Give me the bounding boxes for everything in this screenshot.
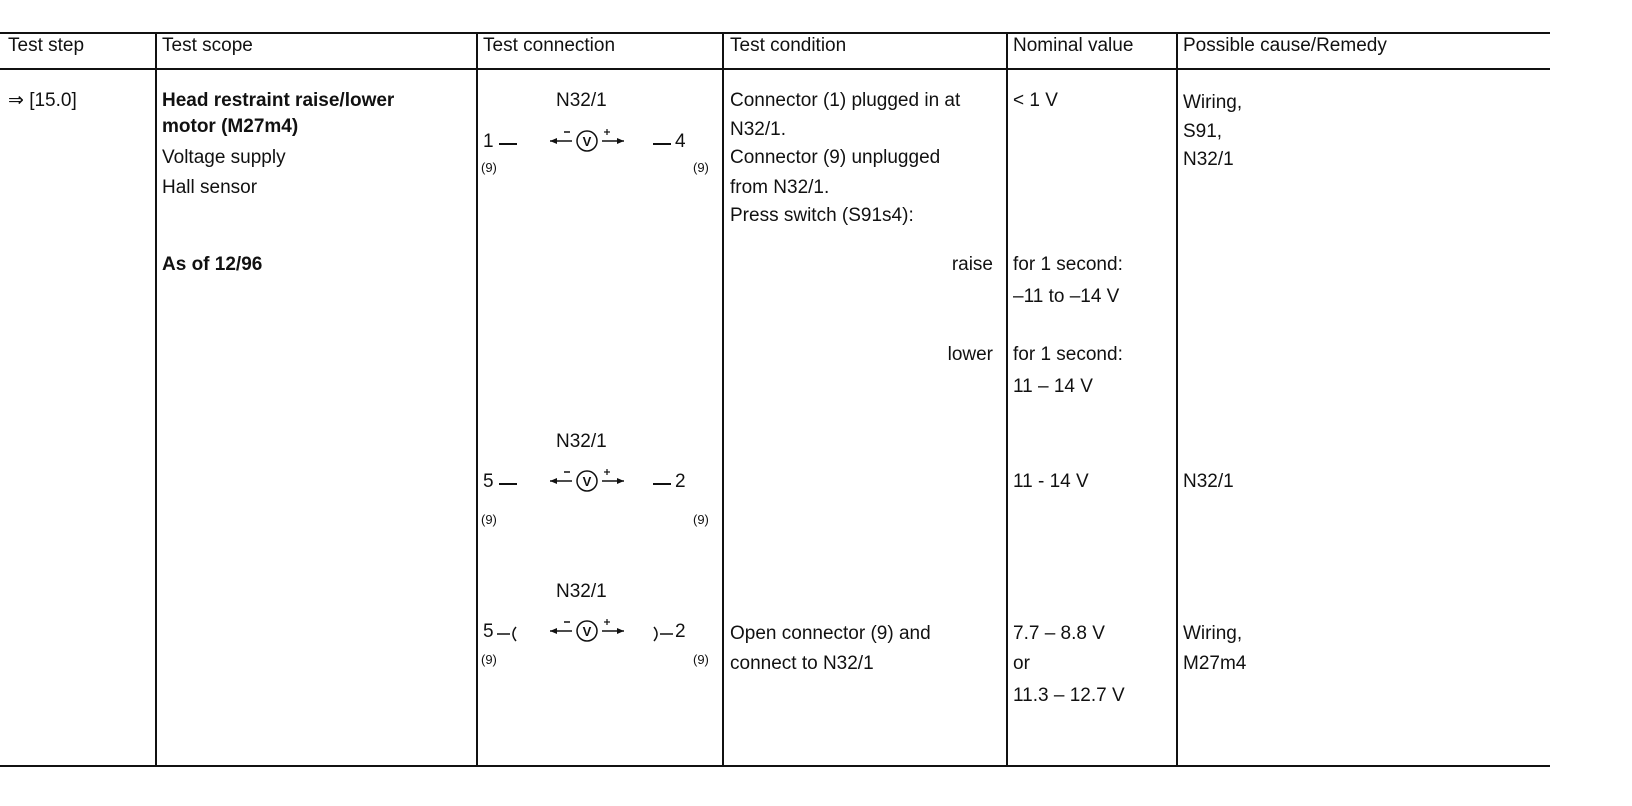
conn3-right-connector: (9) [693,652,709,667]
nominal-lower-a: for 1 second: [1013,344,1123,365]
scope-voltage-supply: Voltage supply [162,147,286,168]
header-test-scope: Test scope [162,35,253,56]
condition-raise: raise [951,254,993,275]
cause-3a: Wiring, [1183,623,1243,644]
conn1-right-connector: (9) [693,160,709,175]
condition-line4: from N32/1. [730,177,830,198]
col-divider-2 [476,34,478,766]
condition-open-line2: connect to N32/1 [730,653,874,674]
cause-3b: M27m4 [1183,653,1247,674]
condition-lower: lower [947,344,993,365]
scope-title-line2: motor (M27m4) [162,116,299,137]
header-test-connection: Test connection [483,35,616,56]
conn3-left-pin: 5 [483,621,494,642]
nominal-v3-b: or [1013,653,1030,674]
conn2-right-connector: (9) [693,512,709,527]
nominal-v3-a: 7.7 – 8.8 V [1013,623,1105,644]
col-divider-3 [722,34,724,766]
scope-hall-sensor: Hall sensor [162,177,258,198]
nominal-raise-a: for 1 second: [1013,254,1123,275]
test-step-number: ⇒ [15.0] [8,90,77,111]
conn2-right-lead [653,483,671,485]
conn1-right-lead [653,143,671,145]
voltmeter-label: V [582,134,592,149]
conn2-left-connector: (9) [481,512,497,527]
condition-line3: Connector (9) unplugged [730,147,941,168]
voltmeter-icon [532,616,642,646]
header-test-condition: Test condition [730,35,847,56]
cause-1a: Wiring, [1183,92,1243,113]
conn1-left-lead [499,143,517,145]
conn3-left-plug-icon [497,624,519,644]
conn1-right-pin: 4 [675,131,686,152]
conn2-label: N32/1 [556,431,607,452]
nominal-lower-b: 11 – 14 V [1013,376,1093,397]
scope-as-of: As of 12/96 [162,254,263,275]
header-test-step: Test step [8,35,85,56]
voltmeter-icon [532,466,642,496]
condition-open-line1: Open connector (9) and [730,623,931,644]
conn3-right-plug-icon [651,624,673,644]
conn2-left-lead [499,483,517,485]
conn3-label: N32/1 [556,581,607,602]
nominal-v2: 11 - 14 V [1013,471,1089,492]
scope-title-line1: Head restraint raise/lower [162,90,395,111]
condition-line2: N32/1. [730,119,786,140]
nominal-raise-b: –11 to –14 V [1013,286,1120,307]
nominal-v1: < 1 V [1013,90,1058,111]
conn1-left-pin: 1 [483,131,494,152]
header-possible-cause: Possible cause/Remedy [1183,35,1387,56]
bottom-rule [0,765,1550,767]
condition-line1: Connector (1) plugged in at [730,90,961,111]
voltmeter-label: V [582,624,592,639]
conn1-left-connector: (9) [481,160,497,175]
cause-1c: N32/1 [1183,149,1234,170]
voltmeter-label: V [582,474,592,489]
condition-line5: Press switch (S91s4): [730,205,914,226]
conn3-right-pin: 2 [675,621,686,642]
col-divider-5 [1176,34,1178,766]
conn3-left-connector: (9) [481,652,497,667]
header-rule [0,68,1550,70]
voltmeter-icon [532,126,642,156]
cause-2: N32/1 [1183,471,1234,492]
conn1-label: N32/1 [556,90,607,111]
col-divider-1 [155,34,157,766]
nominal-v3-c: 11.3 – 12.7 V [1013,685,1125,706]
cause-1b: S91, [1183,121,1223,142]
col-divider-4 [1006,34,1008,766]
conn2-left-pin: 5 [483,471,494,492]
header-nominal-value: Nominal value [1013,35,1134,56]
conn2-right-pin: 2 [675,471,686,492]
